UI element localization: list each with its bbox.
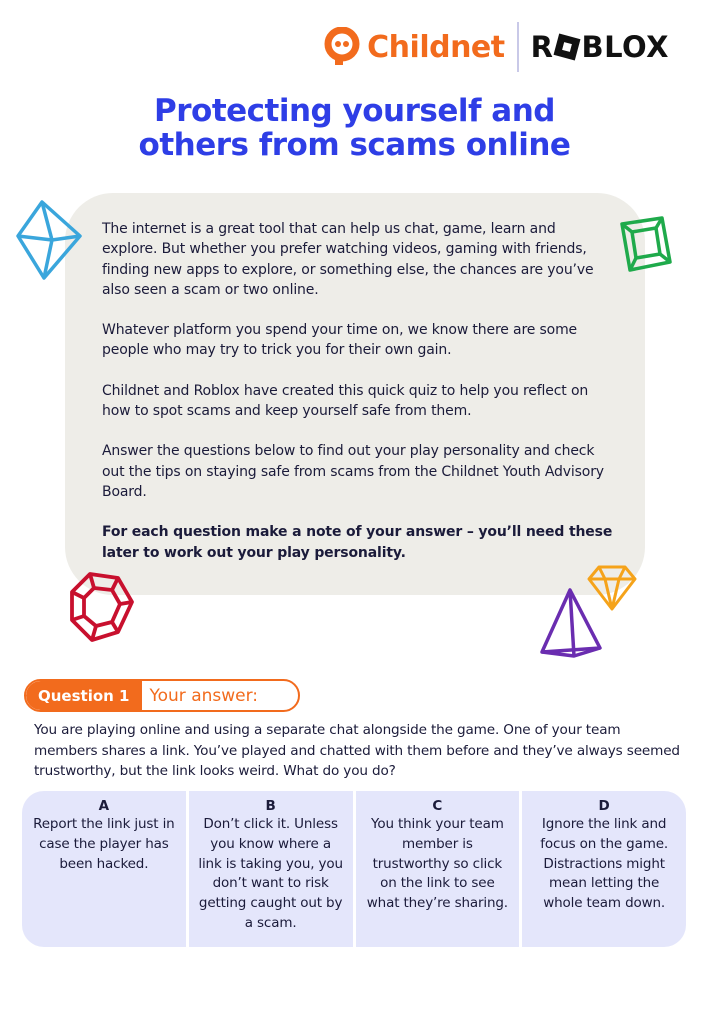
answer-option-text: Ignore the link and focus on the game. Distractions might mean letting the whole team down.	[540, 816, 668, 912]
answer-option-a[interactable]	[22, 791, 186, 947]
answer-option-letter: C	[432, 798, 443, 814]
page-title-line-1: Protecting yourself and	[154, 93, 555, 129]
roblox-logo	[531, 30, 669, 64]
red-gem-icon	[66, 570, 136, 644]
intro-panel	[65, 193, 645, 595]
answer-option-text: You think your team member is trustworthy so click on the link to see what they’re sharing.	[366, 816, 508, 912]
answer-option-text: Don’t click it. Unless you know where a link is taking you, you don’t want to risk getting caught out by a scam.	[198, 816, 343, 931]
intro-bold-note: For each question make a note of your answer – you’ll need these later to work out your play personality.	[102, 524, 613, 561]
answer-option-c[interactable]	[356, 791, 520, 947]
answer-option-letter: B	[265, 798, 276, 814]
intro-paragraph-4: Answer the questions below to find out your play personality and check out the tips on staying safe from scams from the Childnet Youth Advisory Board.	[102, 443, 604, 500]
page-title	[0, 94, 709, 162]
blue-crystal-icon	[14, 198, 84, 282]
header-logos	[323, 22, 669, 72]
roblox-logo-text-right: BLOX	[581, 30, 669, 64]
answer-option-text: Report the link just in case the player has been hacked.	[33, 816, 175, 872]
question-label: Question 1	[26, 681, 142, 710]
answer-prompt: Your answer:	[149, 685, 259, 706]
answer-option-letter: D	[598, 798, 610, 814]
intro-paragraph-3: Childnet and Roblox have created this quick quiz to help you reflect on how to spot scams and keep yourself safe from them.	[102, 382, 589, 420]
answer-option-letter: A	[98, 798, 110, 814]
answer-option-b[interactable]	[189, 791, 353, 947]
roblox-logo-text-left: R	[530, 30, 554, 64]
page-title-line-2: others from scams online	[138, 127, 571, 163]
intro-paragraph-1: The internet is a great tool that can help us chat, game, learn and explore. But whether you prefer watching videos, gaming with friends, finding new apps to explore, or something else, the chances are you’ve also seen a scam or two online.	[102, 221, 594, 298]
purple-pyramid-icon	[538, 586, 604, 660]
question-answer-field[interactable]	[24, 679, 300, 712]
childnet-logo-icon	[323, 27, 361, 67]
intro-paragraph-2: Whatever platform you spend your time on, we know there are some people who may try to trick you for their own gain.	[102, 322, 578, 359]
childnet-logo-text: Childnet	[367, 29, 505, 65]
childnet-logo	[323, 27, 504, 67]
question-text: You are playing online and using a separate chat alongside the game. One of your team members shares a link. You’ve played and chatted with them before and they’ve always seemed trustworthy, but the link looks weird. What do you do?	[34, 722, 680, 779]
answer-options	[22, 791, 686, 947]
answer-option-d[interactable]	[522, 791, 686, 947]
roblox-logo-icon	[554, 34, 581, 61]
green-gem-icon	[618, 214, 674, 274]
logo-divider	[517, 22, 519, 72]
